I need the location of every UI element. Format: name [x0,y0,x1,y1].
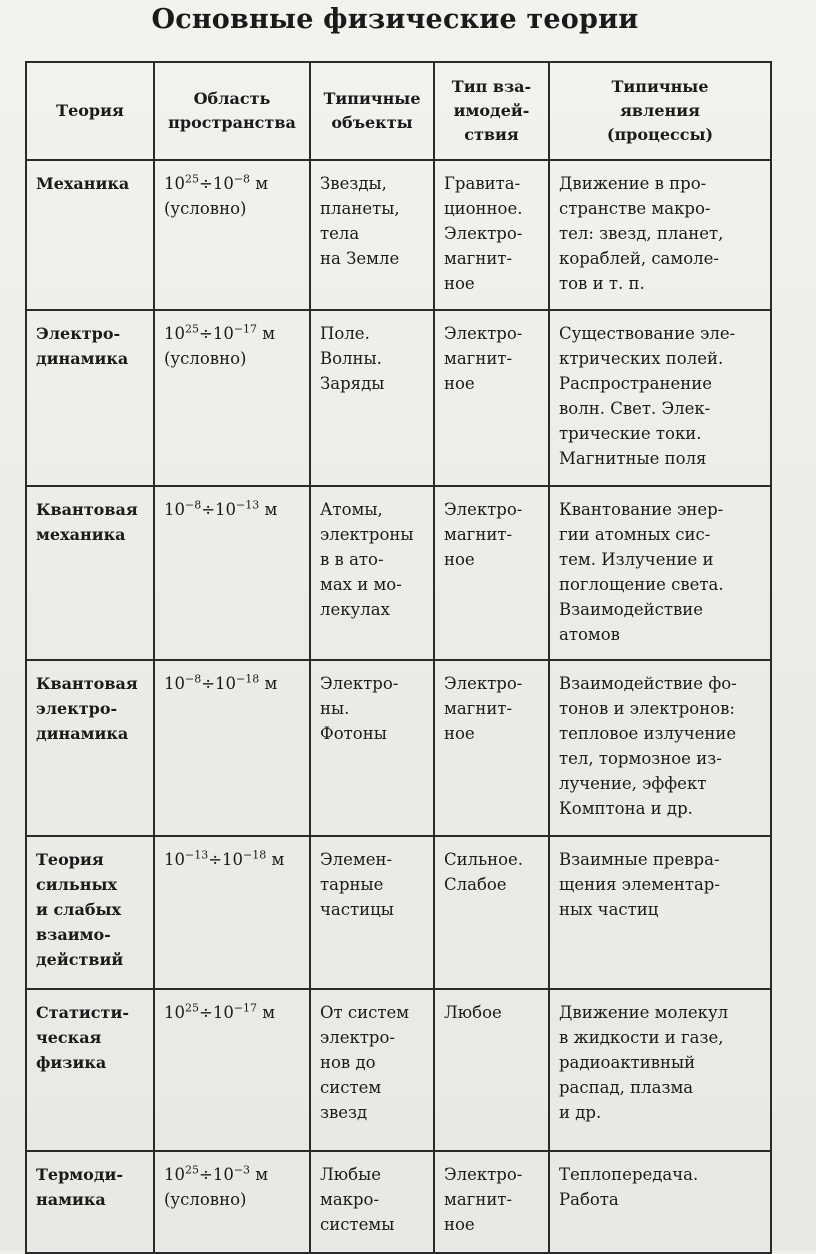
area-max-exp: −18 [236,672,260,686]
area-note: (условно) [164,199,247,218]
area-max-exp: −17 [233,322,258,336]
typical-phenomena: Теплопередача. Работа [549,1151,771,1253]
area-min: 10 [164,1165,185,1184]
header-phenomena: Типичные явления (процессы) [549,62,771,160]
table-row [26,836,771,989]
area-min-exp: 25 [185,1163,199,1177]
interaction-type: Электро- магнит- ное [434,486,549,660]
area-min: 10 [164,850,185,869]
typical-phenomena: Движение молекул в жидкости и газе, радиоактивный распад, плазма и др. [549,989,771,1151]
area-unit: м [257,1003,276,1022]
theories-table [25,61,772,1254]
area-min: 10 [164,500,185,519]
header-objects: Типичные объекты [310,62,434,160]
area-min: 10 [164,174,185,193]
area-max: 10 [222,850,244,869]
space-area: $10^{-13}\div 10^{-18}$ м [154,836,310,989]
space-area: $10^{25}\div 10^{-8}$ м (условно) [154,160,310,310]
header-interaction: Тип вза- имодей- ствия [434,62,549,160]
space-area: $10^{25}\div 10^{-17}$ м [154,989,310,1151]
area-max-exp: −18 [243,848,267,862]
area-max: 10 [212,1165,234,1184]
header-area: Область пространства [154,62,310,160]
interaction-type: Гравита- ционное. Электро- магнит- ное [434,160,549,310]
theory-name: Механика [26,160,154,310]
typical-objects: Электро- ны. Фотоны [310,660,434,836]
area-max-exp: −13 [236,498,260,512]
table-row [26,486,771,660]
area-min-exp: −8 [185,498,202,512]
space-area: $10^{25}\div 10^{-3}$ м (условно) [154,1151,310,1253]
area-max: 10 [212,174,234,193]
interaction-type: Сильное. Слабое [434,836,549,989]
interaction-type: Электро- магнит- ное [434,310,549,486]
table-row [26,1151,771,1253]
area-min: 10 [164,674,185,693]
table-row [26,660,771,836]
interaction-type: Электро- магнит- ное [434,660,549,836]
area-note: (условно) [164,349,247,368]
area-max-exp: −3 [233,1163,251,1177]
theory-name: Квантовая электро- динамика [26,660,154,836]
theory-name: Электро- динамика [26,310,154,486]
typical-objects: Атомы, электроны в в ато- мах и мо- лекулах [310,486,434,660]
area-unit: м [250,1165,269,1184]
theory-name: Статисти- ческая физика [26,989,154,1151]
typical-objects: Элемен- тарные частицы [310,836,434,989]
table-row [26,310,771,486]
area-min-exp: 25 [185,322,199,336]
table-row [26,989,771,1151]
typical-phenomena: Существование эле- ктрических полей. Распространение волн. Свет. Элек- трические токи. Магнитные поля [549,310,771,486]
area-note: (условно) [164,1190,247,1209]
typical-objects: От систем электро- нов до систем звезд [310,989,434,1151]
header-row [26,62,771,160]
theory-name: Термоди- намика [26,1151,154,1253]
area-unit: м [259,500,278,519]
area-min-exp: 25 [185,1001,199,1015]
typical-phenomena: Взаимодействие фо- тонов и электронов: тепловое излучение тел, тормозное из- лучение, эффект Комптона и др. [549,660,771,836]
typical-objects: Поле. Волны. Заряды [310,310,434,486]
space-area: $10^{25}\div 10^{-17}$ м (условно) [154,310,310,486]
area-unit: м [266,850,285,869]
area-max-exp: −8 [233,172,251,186]
area-min-exp: 25 [185,172,199,186]
typical-objects: Звезды, планеты, тела на Земле [310,160,434,310]
page-title: Основные физические теории [151,4,639,35]
area-max: 10 [212,1003,234,1022]
interaction-type: Электро- магнит- ное [434,1151,549,1253]
area-min-exp: −8 [185,672,202,686]
area-unit: м [257,324,276,343]
area-min: 10 [164,324,185,343]
typical-objects: Любые макро- системы [310,1151,434,1253]
area-min: 10 [164,1003,185,1022]
theory-name: Теория сильных и слабых взаимо- действий [26,836,154,989]
space-area: $10^{-8}\div 10^{-18}$ м [154,660,310,836]
header-theory: Теория [26,62,154,160]
interaction-type: Любое [434,989,549,1151]
area-max: 10 [215,500,237,519]
typical-phenomena: Движение в про- странстве макро- тел: звезд, планет, кораблей, самоле- тов и т. п. [549,160,771,310]
table-row [26,160,771,310]
area-max-exp: −17 [233,1001,258,1015]
space-area: $10^{-8}\div 10^{-13}$ м [154,486,310,660]
theory-name: Квантовая механика [26,486,154,660]
area-max: 10 [212,324,234,343]
typical-phenomena: Взаимные превра- щения элементар- ных частиц [549,836,771,989]
typical-phenomena: Квантование энер- гии атомных сис- тем. Излучение и поглощение света. Взаимодействие атомов [549,486,771,660]
area-unit: м [250,174,269,193]
area-max: 10 [215,674,237,693]
area-min-exp: −13 [185,848,209,862]
area-unit: м [259,674,278,693]
